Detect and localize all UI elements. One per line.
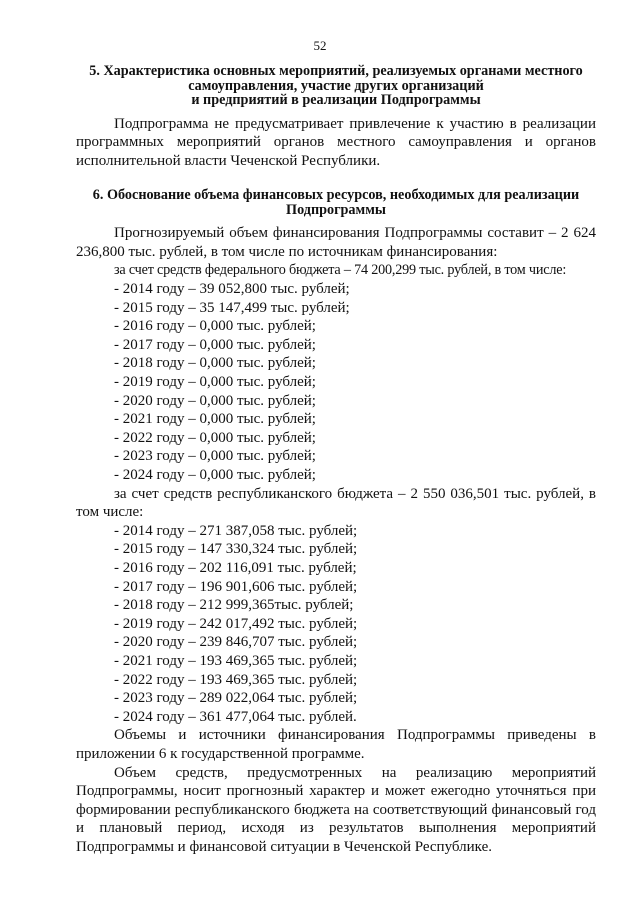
list-item: - 2014 году – 271 387,058 тыс. рублей; xyxy=(114,522,358,539)
heading-line: 5. Характеристика основных мероприятий, реализуемых органами местного xyxy=(89,63,583,79)
list-item: - 2024 году – 0,000 тыс. рублей; xyxy=(114,467,316,483)
list-item: - 2022 году – 193 469,365 тыс. рублей; xyxy=(114,671,358,688)
section-6-heading xyxy=(76,188,596,217)
heading-line: самоуправления, участие других организаций xyxy=(188,77,484,94)
sources-paragraph: Объемы и источники финансирования Подпрограммы приведены в приложении 6 к государственной программе. xyxy=(76,727,596,762)
section-5-heading xyxy=(76,64,596,108)
list-item: - 2024 году – 361 477,064 тыс. рублей. xyxy=(114,708,357,725)
list-item: - 2022 году – 0,000 тыс. рублей; xyxy=(114,429,316,446)
list-item: - 2016 году – 202 116,091 тыс. рублей; xyxy=(114,559,357,576)
list-item: - 2015 году – 147 330,324 тыс. рублей; xyxy=(114,541,358,558)
heading-line: Подпрограммы xyxy=(286,201,386,218)
regional-budget-list xyxy=(76,522,596,727)
list-item: - 2020 году – 0,000 тыс. рублей; xyxy=(114,392,316,409)
financing-intro-paragraph: Прогнозируемый объем финансирования Подпрограммы составит – 2 624 236,800 тыс. рублей, в том числе по источникам финансирования: xyxy=(76,225,596,260)
list-item: - 2015 году – 35 147,499 тыс. рублей; xyxy=(114,299,350,316)
heading-line: 6. Обоснование объема финансовых ресурсов, необходимых для реализации xyxy=(92,187,580,204)
list-item: - 2020 году – 239 846,707 тыс. рублей; xyxy=(114,634,358,651)
list-item: - 2023 году – 0,000 тыс. рублей; xyxy=(114,448,316,465)
page-number: 52 xyxy=(313,38,327,53)
list-item: - 2016 году – 0,000 тыс. рублей; xyxy=(114,318,316,335)
list-item: - 2023 году – 289 022,064 тыс. рублей; xyxy=(114,690,358,707)
list-item: - 2019 году – 242 017,492 тыс. рублей; xyxy=(114,615,358,632)
list-item: - 2017 году – 0,000 тыс. рублей; xyxy=(114,336,316,353)
list-item: - 2018 году – 0,000 тыс. рублей; xyxy=(114,355,316,372)
forecast-paragraph: Объем средств, предусмотренных на реализацию мероприятий Подпрограммы, носит прогнозный характер и может ежегодно уточняться при формировании республиканского бюджета на соответствующий финансовый год и плановый период, исходя из результатов выполнения мероприятий Подпрограммы и финансовой ситуации в Чеченской Республике. xyxy=(76,764,596,855)
section-5-paragraph: Подпрограмма не предусматривает привлечение к участию в реализации программных мероприятий органов местного самоуправления и органов исполнительной власти Чеченской Республики. xyxy=(76,115,596,169)
document-body xyxy=(76,64,596,856)
list-item: - 2018 году – 212 999,365тыс. рублей; xyxy=(114,597,354,614)
list-item: - 2017 году – 196 901,606 тыс. рублей; xyxy=(114,578,358,595)
list-item: - 2021 году – 193 469,365 тыс. рублей; xyxy=(114,652,358,669)
list-item: - 2019 году – 0,000 тыс. рублей; xyxy=(114,374,316,391)
regional-budget-line: за счет средств республиканского бюджета – 2 550 036,501 тыс. рублей, в том числе: xyxy=(76,485,596,521)
federal-budget-line: за счет средств федерального бюджета – 74 200,299 тыс. рублей, в том числе: xyxy=(114,262,567,279)
list-item: - 2021 году – 0,000 тыс. рублей; xyxy=(114,411,316,428)
heading-line: и предприятий в реализации Подпрограммы xyxy=(191,92,481,108)
list-item: - 2014 году – 39 052,800 тыс. рублей; xyxy=(114,281,350,298)
federal-budget-list xyxy=(76,280,596,485)
